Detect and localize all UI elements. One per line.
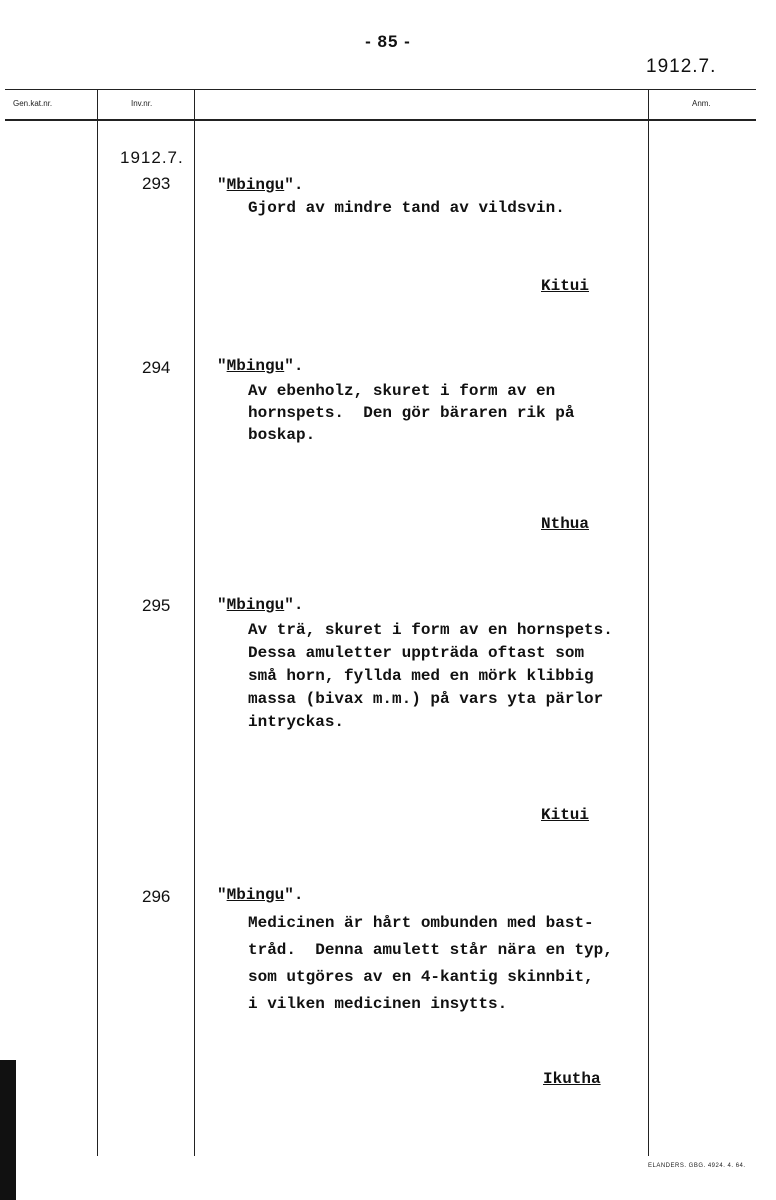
- entry-description: Av trä, skuret i form av en hornspets. Dessa amuletter uppträda oftast som små horn, fyllda med en mörk klibbig massa (bivax m.m.) på vars yta pärlor intryckas.: [248, 621, 613, 731]
- title-quote-close: ".: [284, 886, 304, 904]
- inventory-year: 1912.7.: [120, 148, 184, 167]
- entry-title: [217, 176, 303, 194]
- column-heading-anm: Anm.: [692, 99, 711, 108]
- place-name: Ikutha: [543, 1070, 601, 1088]
- column-divider-anm: [648, 89, 649, 1156]
- title-quote-open: ": [217, 596, 227, 614]
- scan-margin-bar: [0, 1060, 16, 1200]
- header-bottom-rule: [5, 119, 756, 121]
- entry-description: Medicinen är hårt ombunden med bast- tråd. Denna amulett står nära en typ, som utgöres av en 4-kantig skinnbit, i vilken medicinen insytts.: [248, 914, 613, 1013]
- inventory-number: 294: [142, 358, 171, 377]
- inventory-number: 296: [142, 887, 171, 906]
- place-name: Kitui: [541, 277, 590, 295]
- column-divider-text: [194, 89, 195, 1156]
- entry-description: Gjord av mindre tand av vildsvin.: [248, 199, 565, 217]
- object-name: Mbingu: [226, 357, 285, 375]
- inventory-number: 293: [142, 174, 171, 193]
- title-quote-close: ".: [284, 357, 304, 375]
- page-number: - 85 -: [365, 32, 411, 51]
- title-quote-open: ": [217, 357, 227, 375]
- column-heading-inv: Inv.nr.: [131, 99, 153, 108]
- object-name: Mbingu: [226, 176, 285, 194]
- title-quote-close: ".: [284, 176, 304, 194]
- entry-title: [217, 596, 303, 614]
- entry-title: [217, 357, 303, 375]
- object-name: Mbingu: [226, 596, 285, 614]
- header-top-rule: [5, 89, 756, 90]
- title-quote-open: ": [217, 886, 227, 904]
- place-name: Kitui: [541, 806, 590, 824]
- entry-title: [217, 886, 303, 904]
- object-name: Mbingu: [226, 886, 285, 904]
- title-quote-open: ": [217, 176, 227, 194]
- inventory-number: 295: [142, 596, 171, 615]
- column-divider-inv: [97, 89, 98, 1156]
- column-heading-gen-kat: Gen.kat.nr.: [13, 99, 53, 108]
- place-name: Nthua: [541, 515, 590, 533]
- header-year: 1912.7.: [646, 56, 717, 77]
- title-quote-close: ".: [284, 596, 304, 614]
- entry-description: Av ebenholz, skuret i form av en hornspets. Den gör bäraren rik på boskap.: [248, 382, 575, 444]
- printer-mark: ELANDERS. GBG. 4924. 4. 64.: [648, 1163, 746, 1169]
